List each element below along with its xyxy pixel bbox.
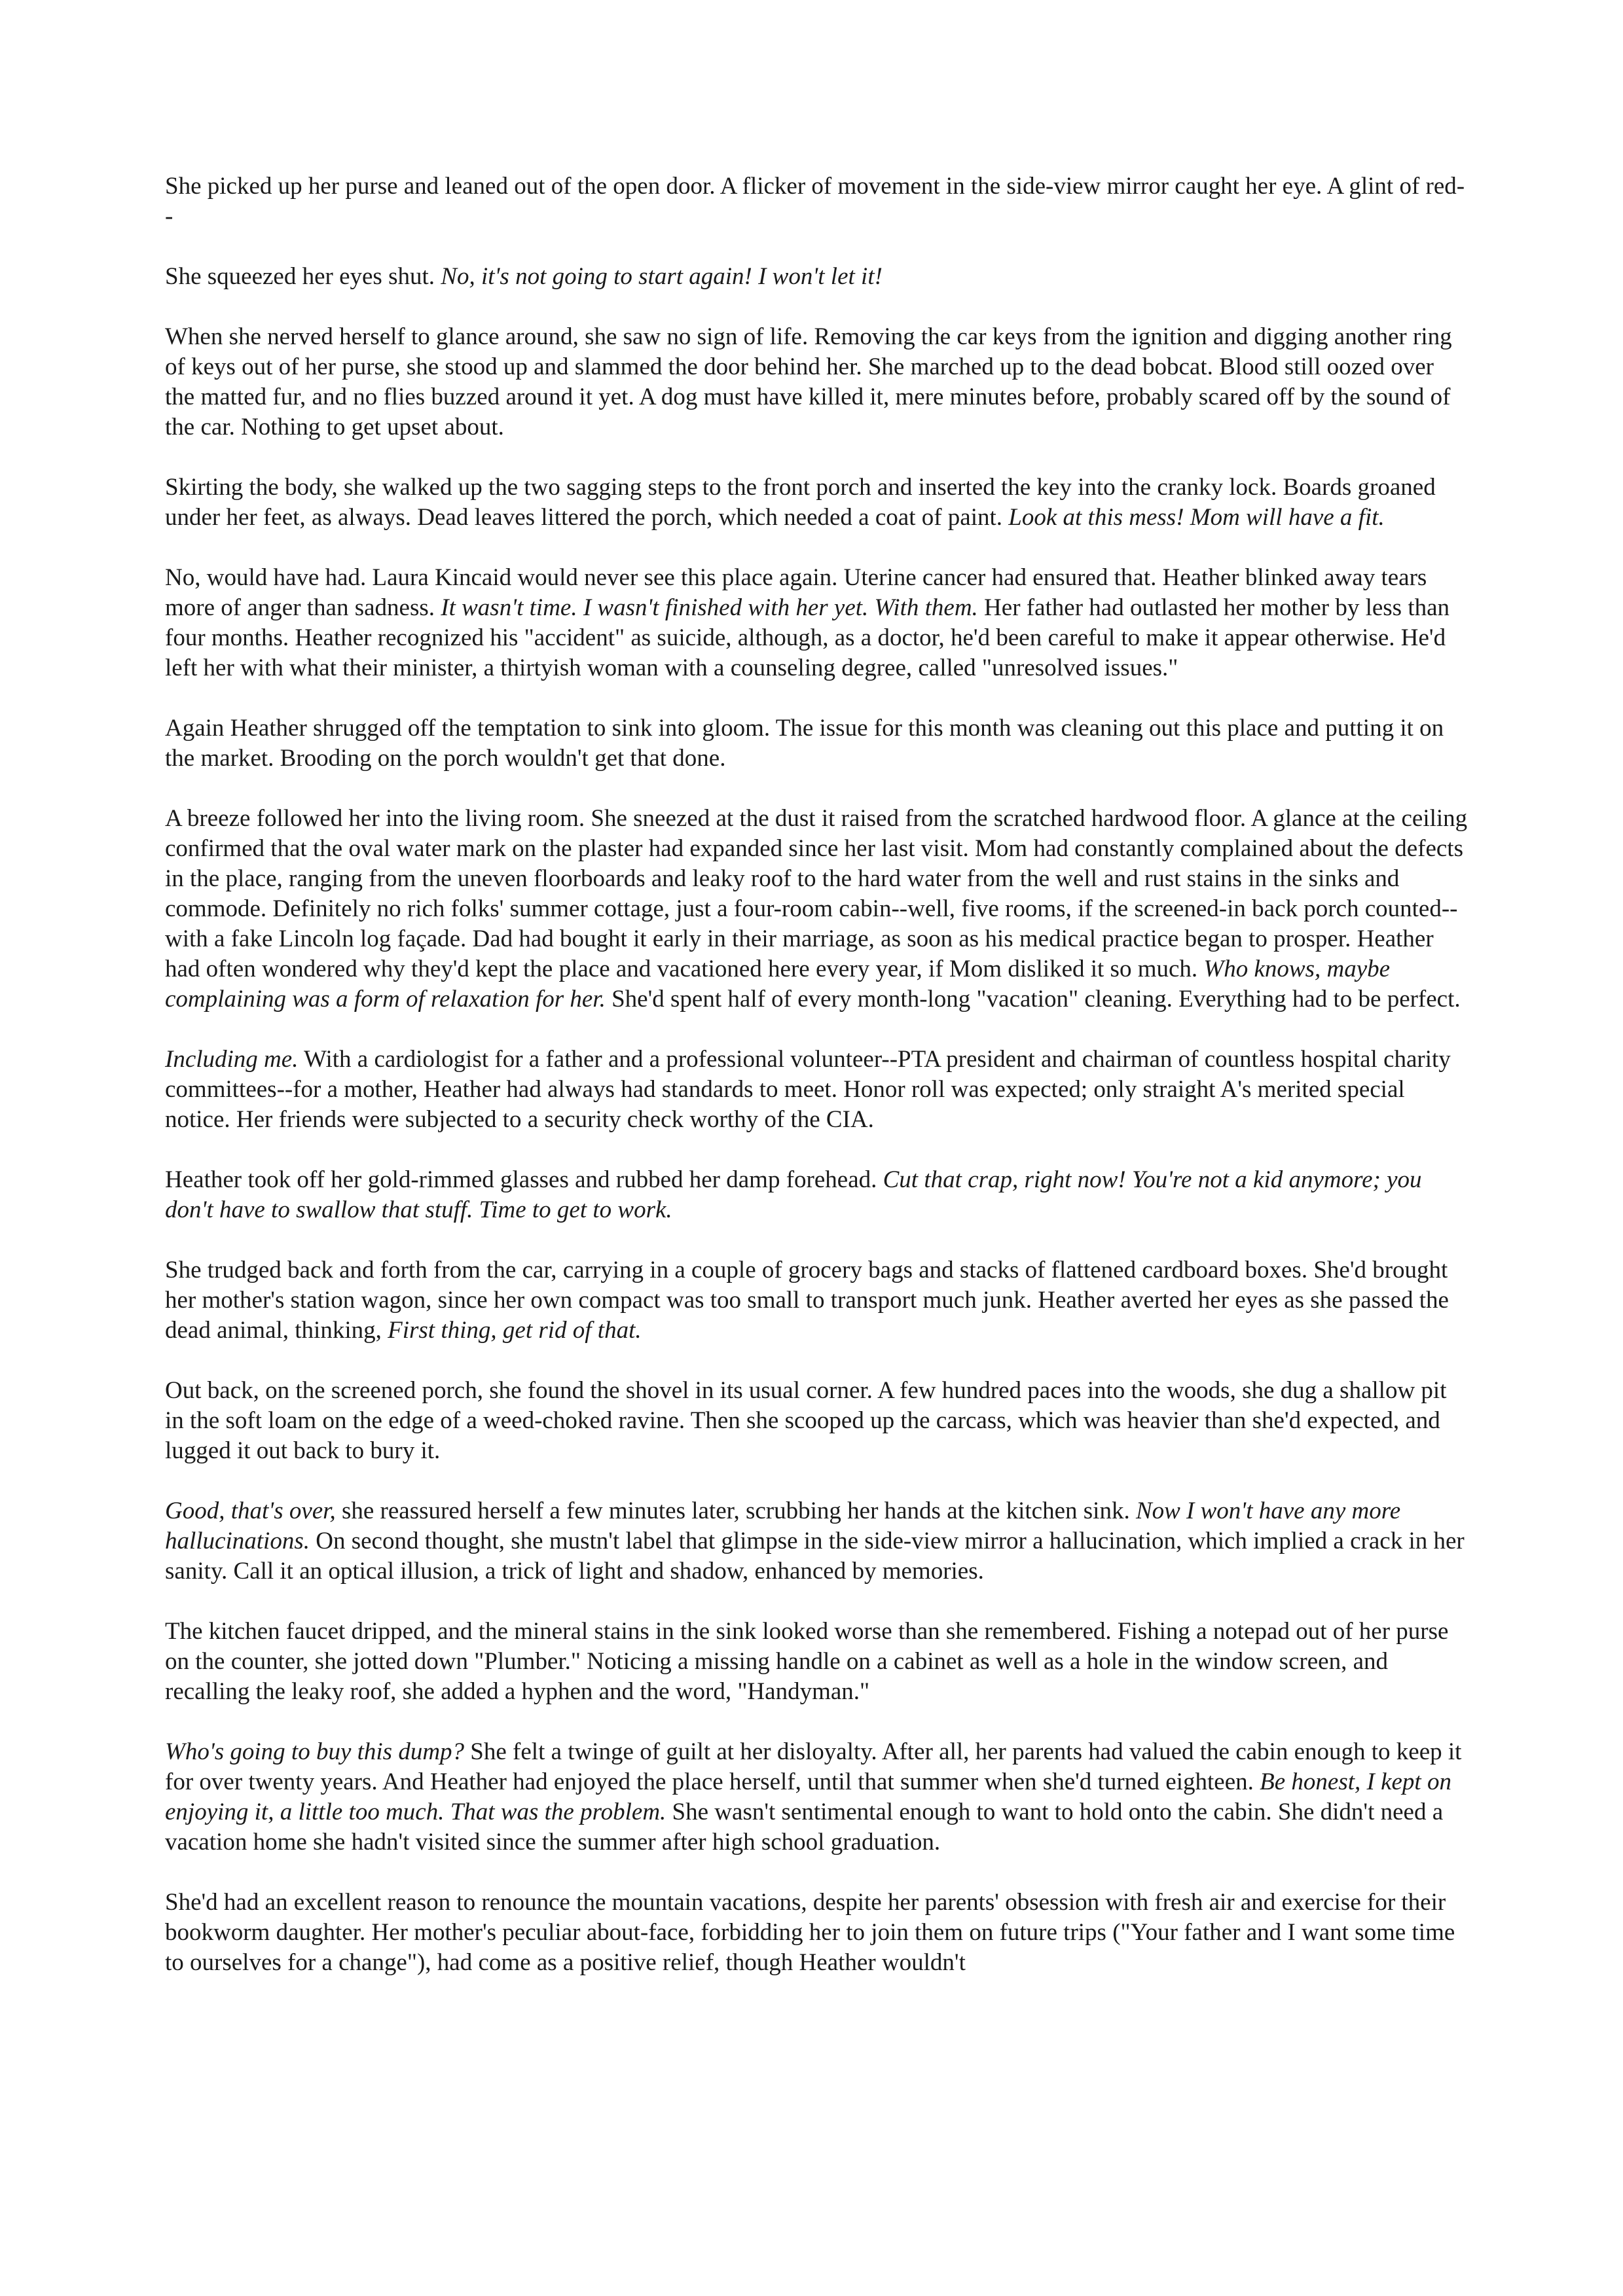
text-run: She wasn't sentimental enough to want to hold onto the cabin. She didn't need a vacation home she hadn't visited since the summer after high school graduation.	[165, 1799, 1444, 1856]
paragraph	[165, 1255, 1468, 1346]
paragraph	[165, 1888, 1468, 1978]
text-run: Again Heather shrugged off the temptation to sink into gloom. The issue for this month was cleaning out this place and putting it on the market. Brooding on the porch wouldn't get that done.	[165, 715, 1444, 772]
paragraph	[165, 1617, 1468, 1707]
italic-text-run: Be honest, I kept on enjoying it, a little too much. That was the problem.	[165, 1768, 1451, 1825]
text-run: She squeezed her eyes shut.	[165, 263, 441, 290]
document-page	[165, 171, 1468, 2008]
text-run: She felt a twinge of guilt at her disloyalty. After all, her parents had valued the cabin enough to keep it for over twenty years. And Heather had enjoyed the place herself, until that summer when she'd turned eighteen.	[165, 1738, 1462, 1795]
text-run: She picked up her purse and leaned out of the open door. A flicker of movement in the side-view mirror caught her eye. A glint of red--	[165, 173, 1465, 230]
paragraph	[165, 1496, 1468, 1587]
italic-text-run: Who's going to buy this dump?	[165, 1738, 465, 1765]
italic-text-run: Including me.	[165, 1046, 299, 1073]
text-run: Her father had outlasted her mother by less than four months. Heather recognized his "accident" as suicide, although, as a doctor, he'd been careful to make it appear otherwise. He'd left her with what their minister, a thirtyish woman with a counseling degree, called "unresolved issues."	[165, 594, 1450, 681]
paragraph	[165, 804, 1468, 1014]
text-run: She'd spent half of every month-long "vacation" cleaning. Everything had to be perfect.	[605, 986, 1461, 1013]
paragraph	[165, 322, 1468, 442]
paragraph	[165, 1165, 1468, 1225]
text-run: On second thought, she mustn't label that glimpse in the side-view mirror a hallucination, which implied a crack in her sanity. Call it an optical illusion, a trick of light and shadow, enhanced by memories.	[165, 1528, 1465, 1585]
text-run: She'd had an excellent reason to renounce the mountain vacations, despite her parents' obsession with fresh air and exercise for their bookworm daughter. Her mother's peculiar about-face, forbidding her to join them on future trips ("Your father and I want some time to ourselves for a change"), had come as a positive relief, though Heather wouldn't	[165, 1889, 1455, 1976]
paragraph	[165, 1737, 1468, 1857]
italic-text-run: It wasn't time. I wasn't finished with her yet. With them.	[441, 594, 978, 621]
italic-text-run: No, it's not going to start again! I won't let it!	[441, 263, 883, 290]
paragraph	[165, 171, 1468, 232]
paragraph	[165, 563, 1468, 683]
text-run: She trudged back and forth from the car, carrying in a couple of grocery bags and stacks of flattened cardboard boxes. She'd brought her mother's station wagon, since her own compact was too small to transport much junk. Heather averted her eyes as she passed the dead animal, thinking,	[165, 1257, 1449, 1344]
italic-text-run: First thing, get rid of that.	[388, 1317, 642, 1344]
paragraph	[165, 473, 1468, 533]
italic-text-run: Who knows, maybe complaining was a form of relaxation for her.	[165, 956, 1391, 1013]
text-run: No, would have had. Laura Kincaid would never see this place again. Uterine cancer had ensured that. Heather blinked away tears more of anger than sadness.	[165, 564, 1427, 621]
italic-text-run: Now I won't have any more hallucinations.	[165, 1498, 1401, 1554]
italic-text-run: Look at this mess! Mom will have a fit.	[1008, 504, 1385, 531]
text-run: A breeze followed her into the living room. She sneezed at the dust it raised from the scratched hardwood floor. A glance at the ceiling confirmed that the oval water mark on the plaster had expanded since her last visit. Mom had constantly complained about the defects in the place, ranging from the uneven floorboards and leaky roof to the hard water from the well and rust stains in the sinks and commode. Definitely no rich folks' summer cottage, just a four-room cabin--well, five rooms, if the screened-in back porch counted--with a fake Lincoln log façade. Dad had bought it early in their marriage, as soon as his medical practice began to prosper. Heather had often wondered why they'd kept the place and vacationed here every year, if Mom disliked it so much.	[165, 805, 1468, 982]
italic-text-run: Cut that crap, right now! You're not a kid anymore; you don't have to swallow that stuff. Time to get to work.	[165, 1166, 1422, 1223]
text-run: With a cardiologist for a father and a professional volunteer--PTA president and chairman of countless hospital charity committees--for a mother, Heather had always had standards to meet. Honor roll was expected; only straight A's merited special notice. Her friends were subjected to a security check worthy of the CIA.	[165, 1046, 1451, 1133]
paragraph	[165, 1045, 1468, 1135]
text-run: Skirting the body, she walked up the two sagging steps to the front porch and inserted the key into the cranky lock. Boards groaned under her feet, as always. Dead leaves littered the porch, which needed a coat of paint.	[165, 474, 1436, 531]
text-run: she reassured herself a few minutes later, scrubbing her hands at the kitchen sink.	[335, 1498, 1136, 1524]
text-run: The kitchen faucet dripped, and the mineral stains in the sink looked worse than she remembered. Fishing a notepad out of her purse on the counter, she jotted down "Plumber." Noticing a missing handle on a cabinet as well as a hole in the window screen, and recalling the leaky roof, she added a hyphen and the word, "Handyman."	[165, 1618, 1449, 1705]
text-run: Heather took off her gold-rimmed glasses and rubbed her damp forehead.	[165, 1166, 883, 1193]
paragraph	[165, 1376, 1468, 1466]
italic-text-run: Good, that's over,	[165, 1498, 336, 1524]
text-run: When she nerved herself to glance around, she saw no sign of life. Removing the car keys from the ignition and digging another ring of keys out of her purse, she stood up and slammed the door behind her. She marched up to the dead bobcat. Blood still oozed over the matted fur, and no flies buzzed around it yet. A dog must have killed it, mere minutes before, probably scared off by the sound of the car. Nothing to get upset about.	[165, 323, 1452, 440]
text-run: Out back, on the screened porch, she found the shovel in its usual corner. A few hundred paces into the woods, she dug a shallow pit in the soft loam on the edge of a weed-choked ravine. Then she scooped up the carcass, which was heavier than she'd expected, and lugged it out back to bury it.	[165, 1377, 1447, 1464]
paragraph	[165, 713, 1468, 774]
paragraph	[165, 262, 1468, 292]
